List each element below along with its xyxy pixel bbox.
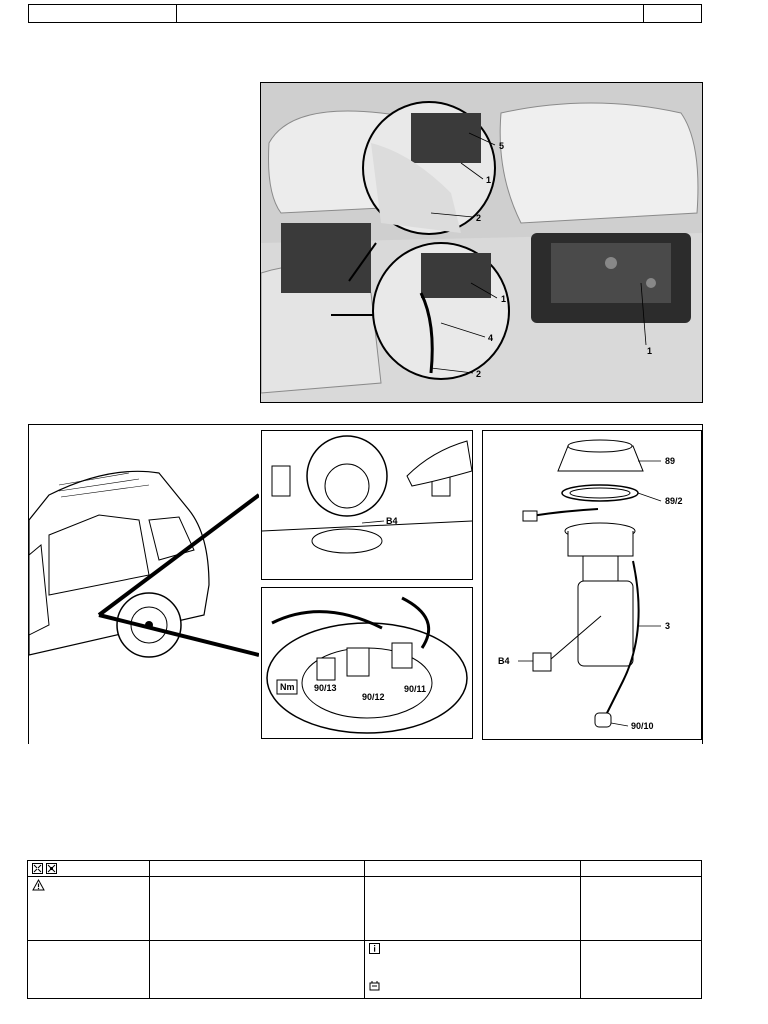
table-cell xyxy=(365,877,581,941)
callout-b4: B4 xyxy=(386,516,398,526)
table-cell xyxy=(581,877,702,941)
tank-access-illustration xyxy=(262,431,472,579)
table-cell xyxy=(28,877,150,941)
table-cell xyxy=(150,877,365,941)
vehicle-side-view-illustration xyxy=(29,425,259,744)
table-cell xyxy=(581,941,702,999)
collapse-icon[interactable] xyxy=(46,863,57,874)
panel-fuel-pump-exploded-view xyxy=(482,430,702,740)
table-header-cell xyxy=(365,861,581,877)
page-header-table xyxy=(28,4,702,23)
callout-90-11: 90/11 xyxy=(404,684,427,694)
header-cell-3 xyxy=(644,5,701,22)
table-cell xyxy=(365,941,581,999)
info-icon[interactable] xyxy=(369,943,380,954)
panel-tank-access-cover xyxy=(261,430,473,580)
callout-1: 1 xyxy=(501,294,507,304)
callout-90-12: 90/12 xyxy=(362,692,385,702)
callout-89: 89 xyxy=(665,456,676,466)
callout-1: 1 xyxy=(486,175,492,185)
figure-seat-removal-photo xyxy=(260,82,703,403)
table-header-cell xyxy=(581,861,702,877)
torque-nm-symbol: Nm xyxy=(280,682,295,692)
callout-89-2: 89/2 xyxy=(665,496,683,506)
callout-2: 2 xyxy=(476,369,482,379)
callout-2: 2 xyxy=(476,213,482,223)
figure-fuel-pump-assembly xyxy=(28,424,703,744)
table-row xyxy=(28,941,702,999)
callout-90-10: 90/10 xyxy=(631,721,654,731)
table-header-cell xyxy=(28,861,150,877)
tool-icon[interactable] xyxy=(369,980,380,991)
procedure-table xyxy=(27,860,702,999)
table-cell xyxy=(150,941,365,999)
table-cell xyxy=(28,941,150,999)
callout-5: 5 xyxy=(499,141,505,151)
callout-90-13: 90/13 xyxy=(314,683,337,693)
callout-1: 1 xyxy=(647,346,653,356)
expand-icon[interactable] xyxy=(32,863,43,874)
header-cell-2 xyxy=(177,5,644,22)
warning-icon xyxy=(32,879,45,891)
callout-4: 4 xyxy=(488,333,494,343)
table-row xyxy=(28,877,702,941)
panel-fuel-line-connectors xyxy=(261,587,473,739)
seat-photo-illustration xyxy=(261,83,702,402)
callout-3: 3 xyxy=(665,621,671,631)
pump-exploded-illustration xyxy=(483,431,701,739)
table-header-row xyxy=(28,861,702,877)
header-cell-1 xyxy=(29,5,177,22)
callout-b4: B4 xyxy=(498,656,510,666)
table-header-cell xyxy=(150,861,365,877)
connectors-illustration xyxy=(262,588,472,738)
